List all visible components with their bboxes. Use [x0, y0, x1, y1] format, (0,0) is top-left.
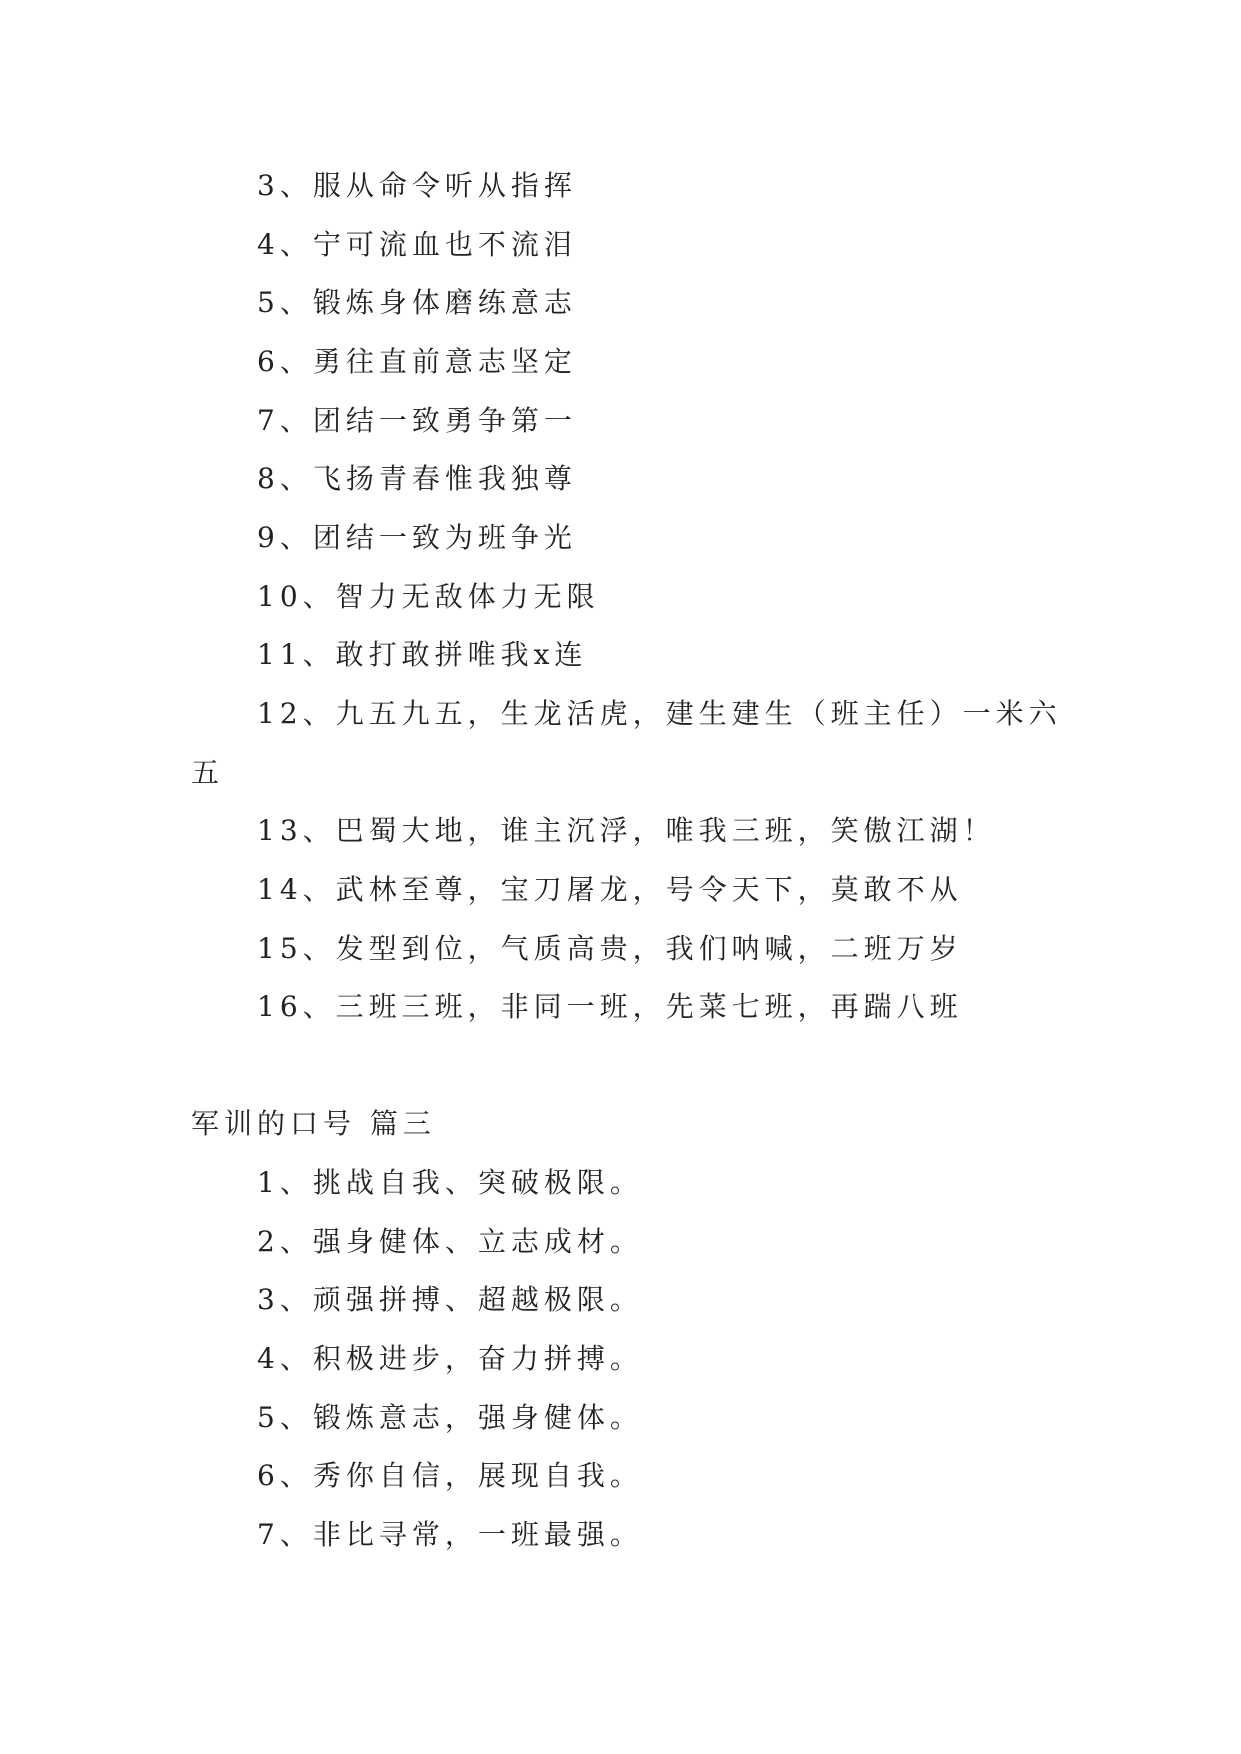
- blank-line: [191, 1037, 1071, 1096]
- slogan-item: 15、发型到位，气质高贵，我们呐喊，二班万岁: [257, 931, 963, 965]
- slogan-item: 7、非比寻常，一班最强。: [257, 1518, 643, 1552]
- slogan-item: 2、强身健体、立志成材。: [257, 1224, 643, 1258]
- slogan-item: 3、顽强拼搏、超越极限。: [257, 1283, 643, 1317]
- slogan-item: 6、秀你自信，展现自我。: [257, 1459, 643, 1493]
- section-heading: 军训的口号 篇三: [191, 1107, 436, 1141]
- slogan-item: 1、挑战自我、突破极限。: [257, 1166, 643, 1200]
- slogan-item: 14、武林至尊，宝刀屠龙，号令天下，莫敢不从: [257, 872, 963, 906]
- document-body: [191, 157, 1071, 1565]
- slogan-item: 12、九五九五，生龙活虎，建生建生（班主任）一米六五: [191, 696, 1062, 789]
- slogan-item: 9、团结一致为班争光: [257, 520, 577, 554]
- slogan-item: 10、智力无敌体力无限: [257, 579, 600, 613]
- slogan-item: 4、宁可流血也不流泪: [257, 227, 577, 261]
- slogan-item: 7、团结一致勇争第一: [257, 403, 577, 437]
- slogan-item: 4、积极进步，奋力拼搏。: [257, 1342, 643, 1376]
- slogan-item: 6、勇往直前意志坚定: [257, 344, 577, 378]
- slogan-item: 3、服从命令听从指挥: [257, 169, 577, 202]
- slogan-item: 16、三班三班，非同一班，先菜七班，再踹八班: [257, 990, 963, 1024]
- slogan-item: 13、巴蜀大地，谁主沉浮，唯我三班，笑傲江湖！: [257, 814, 996, 848]
- slogan-item: 11、敢打敢拼唯我x连: [257, 638, 588, 672]
- slogan-item: 5、锻炼身体磨练意志: [257, 286, 577, 320]
- slogan-item: 5、锻炼意志，强身健体。: [257, 1400, 643, 1434]
- slogan-item: 8、飞扬青春惟我独尊: [257, 462, 577, 496]
- slogan-list-previous: [191, 157, 1071, 1037]
- section-three: [191, 1095, 1071, 1564]
